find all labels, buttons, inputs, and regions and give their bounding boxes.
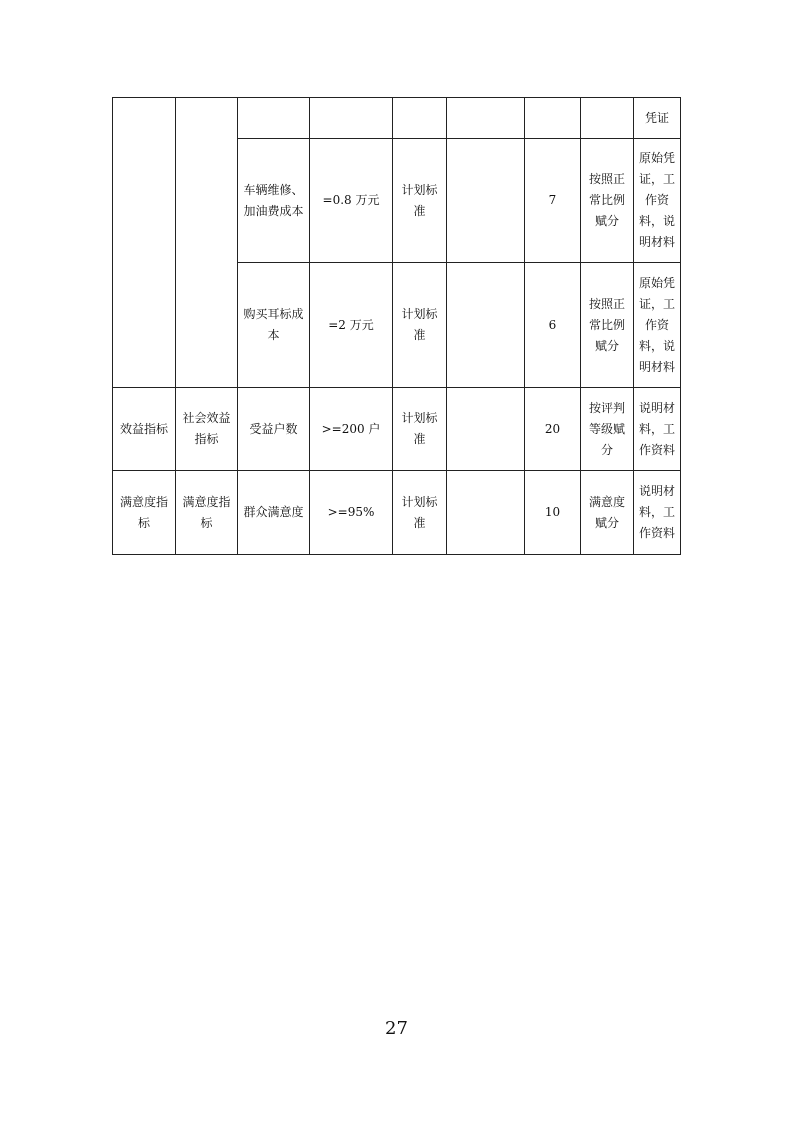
score-cell — [525, 98, 581, 139]
level3-indicator-cell: 受益户数 — [238, 388, 310, 471]
blank-cell — [447, 263, 525, 388]
evidence-cell: 原始凭证，工作资料，说明材料 — [634, 263, 681, 388]
evidence-cell: 说明材料，工作资料 — [634, 471, 681, 555]
level3-indicator-cell: 车辆维修、加油费成本 — [238, 139, 310, 263]
table-row — [113, 388, 681, 471]
standard-cell — [393, 98, 447, 139]
blank-cell — [447, 388, 525, 471]
standard-cell: 计划标准 — [393, 263, 447, 388]
evidence-cell: 凭证 — [634, 98, 681, 139]
level3-indicator-cell: 群众满意度 — [238, 471, 310, 555]
target-value-cell: =2 万元 — [310, 263, 393, 388]
score-cell: 10 — [525, 471, 581, 555]
score-cell: 6 — [525, 263, 581, 388]
scoring-method-cell: 按照正常比例赋分 — [581, 139, 634, 263]
level3-indicator-cell — [238, 98, 310, 139]
level2-indicator-cell: 满意度指标 — [176, 471, 238, 555]
page-number: 27 — [385, 1018, 408, 1039]
level2-indicator-cell: 社会效益指标 — [176, 388, 238, 471]
standard-cell: 计划标准 — [393, 139, 447, 263]
scoring-method-cell: 按评判等级赋分 — [581, 388, 634, 471]
level1-indicator-cell: 效益指标 — [113, 388, 176, 471]
scoring-method-cell: 按照正常比例赋分 — [581, 263, 634, 388]
table-row — [113, 471, 681, 555]
standard-cell: 计划标准 — [393, 388, 447, 471]
target-value-cell: >=95% — [310, 471, 393, 555]
standard-cell: 计划标准 — [393, 471, 447, 555]
blank-cell — [447, 98, 525, 139]
target-value-cell — [310, 98, 393, 139]
level3-indicator-cell: 购买耳标成本 — [238, 263, 310, 388]
score-cell: 20 — [525, 388, 581, 471]
score-cell: 7 — [525, 139, 581, 263]
blank-cell — [447, 471, 525, 555]
evidence-cell: 原始凭证，工作资料，说明材料 — [634, 139, 681, 263]
level2-indicator-cell — [176, 98, 238, 388]
level1-indicator-cell — [113, 98, 176, 388]
scoring-method-cell — [581, 98, 634, 139]
performance-table — [112, 97, 681, 555]
level1-indicator-cell: 满意度指标 — [113, 471, 176, 555]
scoring-method-cell: 满意度赋分 — [581, 471, 634, 555]
table-row — [113, 98, 681, 139]
target-value-cell: =0.8 万元 — [310, 139, 393, 263]
blank-cell — [447, 139, 525, 263]
target-value-cell: >=200 户 — [310, 388, 393, 471]
evidence-cell: 说明材料，工作资料 — [634, 388, 681, 471]
